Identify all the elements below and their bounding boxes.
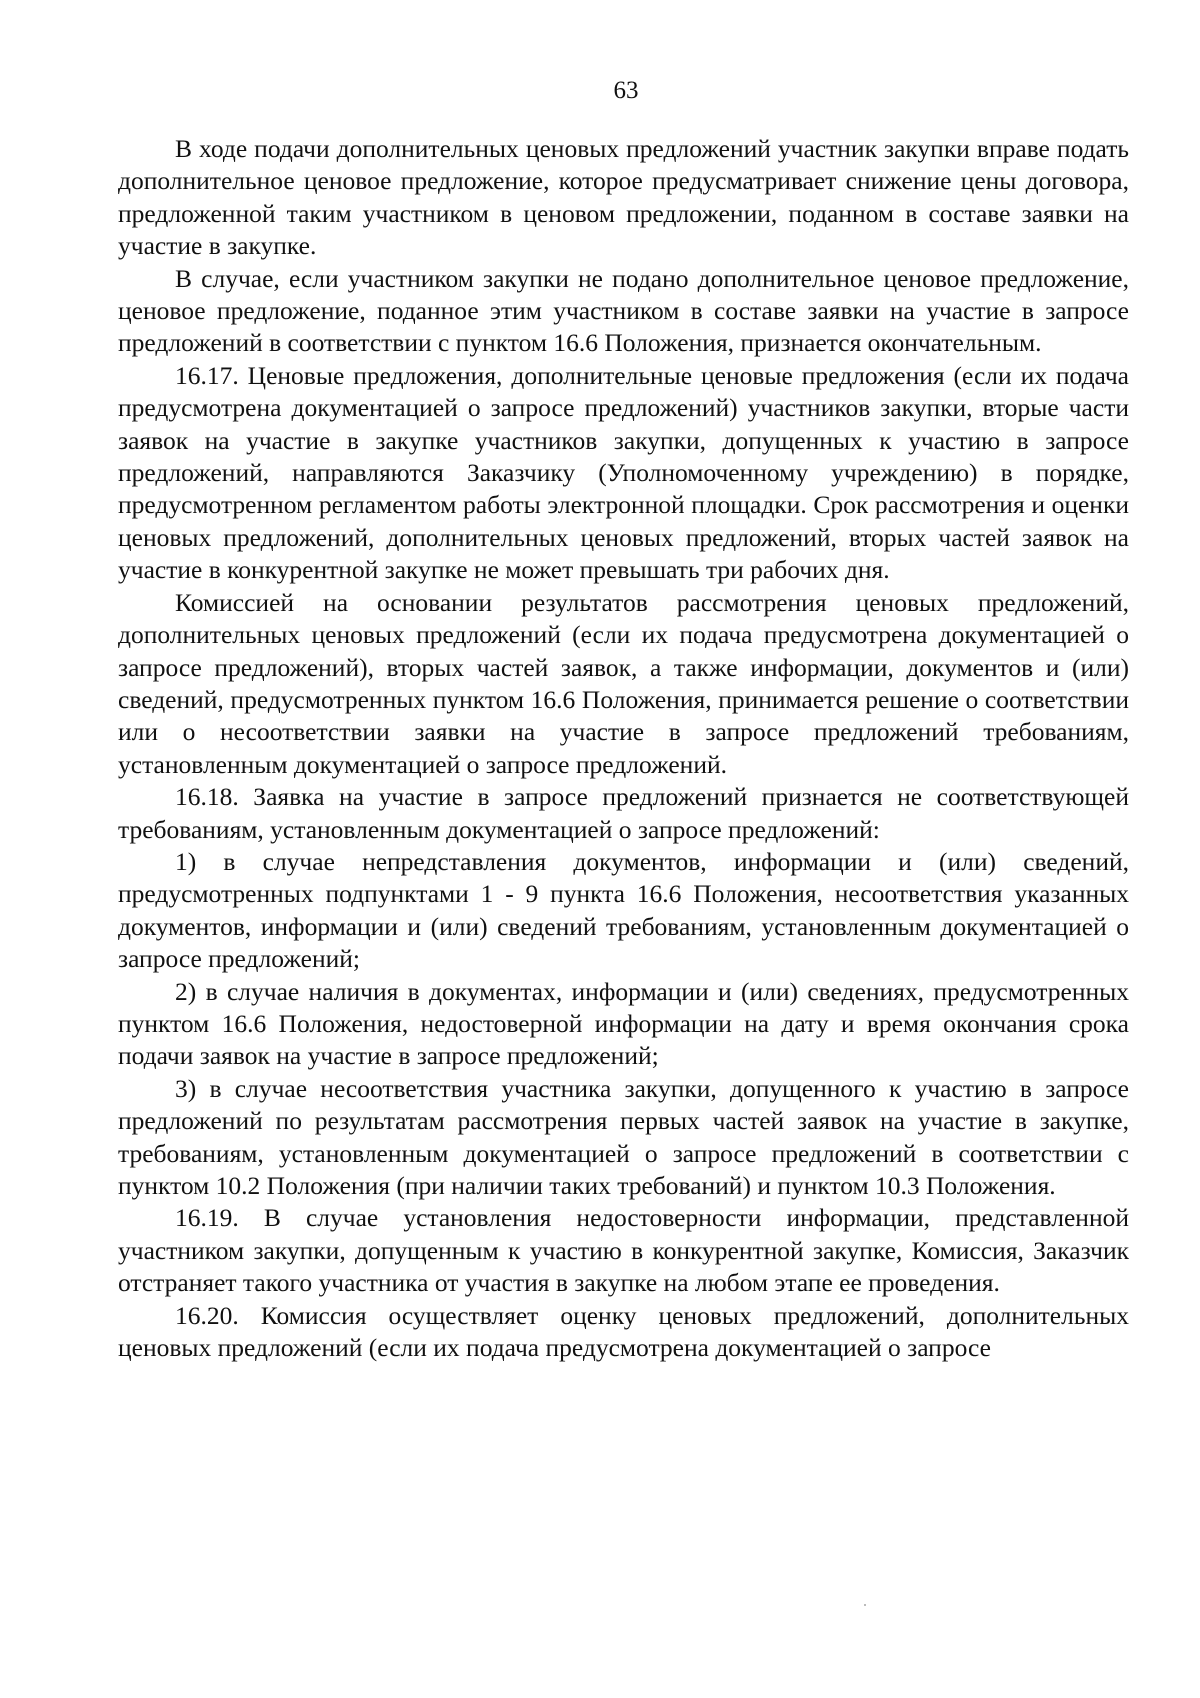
paragraph-commission-decision: Комиссией на основании результатов рассмотрения ценовых предложений, дополнительных ценовых предложений (если их подача предусмотрена документацией о запросе предложений), вторых частей заявок, а также информации, документов и (или) сведений, предусмотренных пунктом 16.6 Положения, принимается решение о соответствии или о несоответствии заявки на участие в запросе предложений требованиям, установленным документацией о запросе предложений. [118, 587, 1129, 779]
list-item-1: 1) в случае непредставления документов, информации и (или) сведений, предусмотренных подпунктами 1 - 9 пункта 16.6 Положения, несоответствия указанных документов, информации и (или) сведений требованиям, установленным документацией о запросе предложений; [118, 846, 1129, 974]
paragraph-additional-price-offer: В ходе подачи дополнительных ценовых предложений участник закупки вправе подать дополнительное ценовое предложение, которое предусматривает снижение цены договора, предложенной таким участником в ценовом предложении, поданном в составе заявки на участие в закупке. [118, 134, 1129, 261]
paragraph-16-20: 16.20. Комиссия осуществляет оценку ценовых предложений, дополнительных ценовых предложений (если их подача предусмотрена документацией о запросе [118, 1300, 1129, 1363]
list-item-3: 3) в случае несоответствия участника закупки, допущенного к участию в запросе предложений по результатам рассмотрения первых частей заявок на участие в закупке, требованиям, установленным документацией о запросе предложений в соответствии с пунктом 10.2 Положения (при наличии таких требований) и пунктом 10.3 Положения. [118, 1073, 1129, 1200]
list-item-2: 2) в случае наличия в документах, информации и (или) сведениях, предусмотренных пунктом 16.6 Положения, недостоверной информации на дату и время окончания срока подачи заявок на участие в запросе предложений; [118, 976, 1129, 1071]
page-number: 63 [613, 77, 639, 104]
paragraph-final-price-offer: В случае, если участником закупки не подано дополнительное ценовое предложение, ценовое предложение, поданное этим участником в составе заявки на участие в запросе предложений в соответствии с пунктом 16.6 Положения, признается окончательным. [118, 263, 1129, 358]
paragraph-16-19: 16.19. В случае установления недостоверности информации, представленной участником закупки, допущенным к участию в конкурентной закупке, Комиссия, Заказчик отстраняет такого участника от участия в закупке на любом этапе ее проведения. [118, 1203, 1129, 1298]
document-body [118, 133, 1129, 1364]
paragraph-16-18: 16.18. Заявка на участие в запросе предложений признается не соответствующей требованиям, установленным документацией о запросе предложений: [118, 782, 1129, 844]
paragraph-16-17: 16.17. Ценовые предложения, дополнительные ценовые предложения (если их подача предусмотрена документацией о запросе предложений) участников закупки, вторые части заявок на участие в закупке участников закупки, допущенных к участию в запросе предложений, направляются Заказчику (Уполномоченному учреждению) в порядке, предусмотренном регламентом работы электронной площадки. Срок рассмотрения и оценки ценовых предложений, дополнительных ценовых предложений, вторых частей заявок на участие в конкурентной закупке не может превышать три рабочих дня. [118, 360, 1129, 585]
scan-speck [864, 1604, 866, 1606]
